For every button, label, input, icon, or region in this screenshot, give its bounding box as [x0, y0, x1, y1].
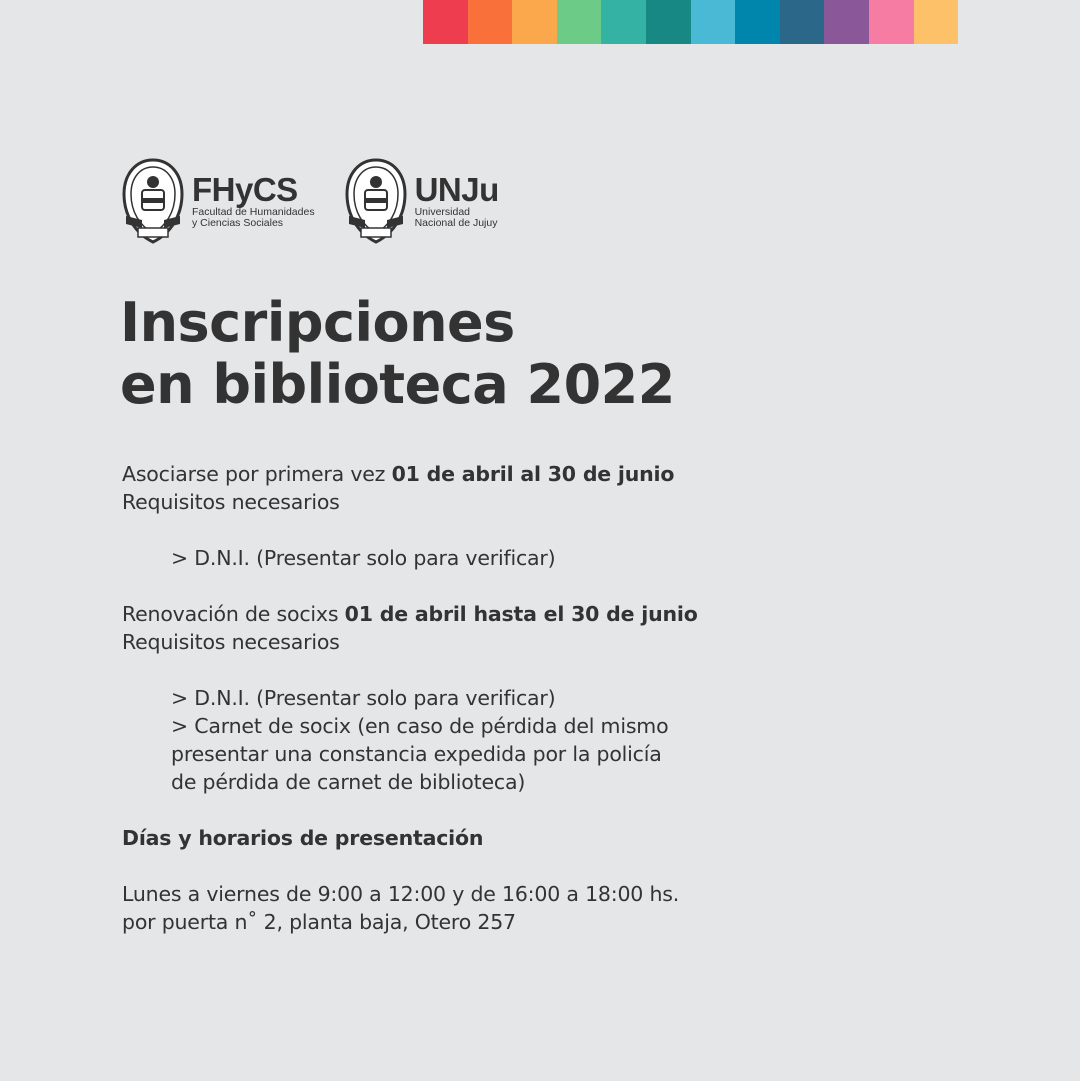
requirement-note: (Presentar solo para verificar): [249, 686, 556, 710]
renewal-requirements-label: Requisitos necesarios: [122, 630, 340, 654]
color-swatch: [601, 0, 646, 44]
requirement-carnet-note-line3: de pérdida de carnet de biblioteca): [171, 770, 526, 794]
color-swatch: [646, 0, 691, 44]
schedule-hours: Lunes a viernes de 9:00 a 12:00 y de 16:00 a 18:00 hs.: [122, 882, 680, 906]
renewal-heading: [122, 600, 842, 628]
requirement-note: (Presentar solo para verificar): [249, 546, 556, 570]
first-time-dates: 01 de abril al 30 de junio: [391, 462, 675, 486]
fhycs-name-line1: Facultad de Humanidades: [192, 206, 315, 218]
color-swatch: [914, 0, 959, 44]
requirement-carnet: [122, 712, 842, 740]
title-line-2: en biblioteca 2022: [120, 353, 675, 416]
requirement-carnet-note-line2: presentar una constancia expedida por la policía: [171, 742, 662, 766]
color-swatch: [691, 0, 736, 44]
requirement-dni: [122, 544, 842, 572]
bullet-marker: >: [171, 546, 195, 570]
university-seal-icon: [120, 158, 186, 244]
color-strip: [423, 0, 958, 44]
requirement-note: (en caso de pérdida del mismo: [350, 714, 669, 738]
title-line-1: Inscripciones: [120, 291, 515, 354]
requirement-name: D.N.I.: [194, 686, 250, 710]
first-time-heading: [122, 460, 842, 488]
schedule-location: por puerta n˚ 2, planta baja, Otero 257: [122, 910, 516, 934]
renewal-dates: 01 de abril hasta el 30 de junio: [344, 602, 698, 626]
color-swatch: [468, 0, 513, 44]
first-time-requirements-label: Requisitos necesarios: [122, 490, 340, 514]
unju-name-line1: Universidad: [414, 206, 471, 218]
unju-name-line2: Nacional de Jujuy: [414, 217, 498, 229]
header-logos: [120, 158, 499, 244]
bullet-marker: >: [171, 686, 195, 710]
first-time-label: Asociarse por primera vez: [122, 462, 392, 486]
requirement-dni: [122, 684, 842, 712]
fhycs-name-line2: y Ciencias Sociales: [192, 217, 284, 229]
color-swatch: [557, 0, 602, 44]
color-swatch: [735, 0, 780, 44]
unju-abbreviation: UNJu: [414, 171, 499, 208]
color-swatch: [869, 0, 914, 44]
requirement-name: Carnet de socix: [194, 714, 351, 738]
color-swatch: [512, 0, 557, 44]
fhycs-logo: [120, 158, 315, 244]
unju-logo: [343, 158, 499, 244]
color-swatch: [824, 0, 869, 44]
info-body: [122, 460, 842, 936]
color-swatch: [780, 0, 825, 44]
bullet-marker: >: [171, 714, 195, 738]
page-title: [120, 292, 675, 416]
schedule-heading: Días y horarios de presentación: [122, 826, 484, 850]
fhycs-abbreviation: FHyCS: [192, 171, 298, 208]
university-seal-icon: [343, 158, 409, 244]
requirement-name: D.N.I.: [194, 546, 250, 570]
renewal-label: Renovación de socixs: [122, 602, 345, 626]
color-swatch: [423, 0, 468, 44]
